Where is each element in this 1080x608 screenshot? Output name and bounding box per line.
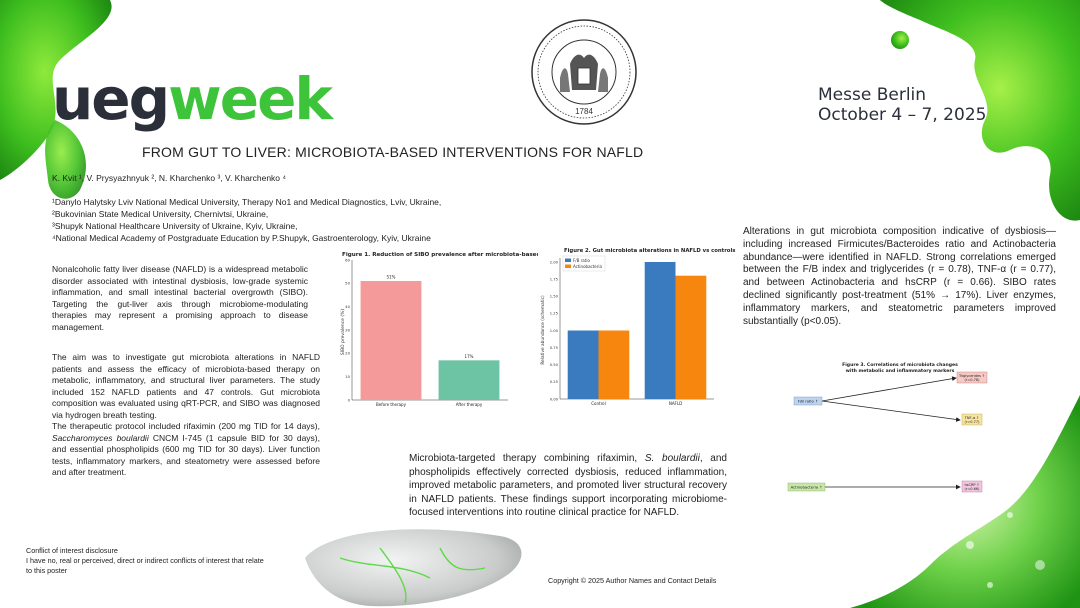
- affiliation-3: ³Shupyk National Healthcare University of Ukraine, Kyiv, Ukraine,: [52, 221, 298, 231]
- figure-1-bar: [361, 281, 422, 400]
- methods-aim-text: The aim was to investigate gut microbiota alterations in NAFLD patients and assess the efficacy of microbiota-based therapy on metabolic, inflammatory, and structural liver parameters. The study included 152 NAFLD patients and 47 controls. Gut microbiota composition was evaluated using qRT-PCR, and SIBO was diagnosed via hydrogen breath testing.: [52, 352, 320, 420]
- figure-1-y-tick-label: 50: [345, 280, 350, 286]
- figure-2-bar: [599, 331, 630, 400]
- figure-2-bars: [568, 262, 707, 406]
- figure-2-y-tick-label: 0.25: [549, 380, 558, 385]
- venue-dates: October 4 – 7, 2025: [818, 104, 987, 125]
- ueg-week-logo: [52, 65, 331, 133]
- node-triglycerides-label: Triglycerides ↑: [958, 374, 986, 378]
- figure-2-y-tick-label: 2.00: [549, 260, 558, 265]
- node-actinobacteria: [788, 483, 825, 491]
- conclusion-paragraph: [409, 452, 727, 520]
- figure-2-y-tick-label: 0.75: [549, 345, 558, 350]
- legend-label-actinobacteria: Actinobacteria: [573, 263, 602, 269]
- figure-1-ylabel: SIBO prevalence (%): [341, 308, 346, 356]
- authors: K. Kvit ¹, V. Prysyazhnyuk ², N. Kharchenko ³, V. Kharchenko ⁴: [52, 173, 287, 183]
- figure-2-y-tick-label: 1.00: [549, 328, 558, 333]
- affiliation-4: ⁴National Medical Academy of Postgraduate Education by P.Shupyk, Gastroenterology, Kyiv, Ukraine: [52, 233, 431, 243]
- arrow-fb-to-triglycerides: [822, 378, 956, 401]
- venue-city: Messe Berlin: [818, 85, 927, 105]
- figure-1-y-tick-label: 40: [345, 304, 350, 310]
- logo-ueg-text: ueg: [52, 65, 169, 133]
- seal-year: 1784: [575, 107, 593, 116]
- coi-text-1: I have no, real or perceived, direct or indirect conflicts of interest that relate: [26, 556, 264, 565]
- figure-1-category-label: Before therapy: [376, 402, 406, 407]
- figure-2-bar: [645, 262, 676, 399]
- figure-1-y-tick-label: 30: [345, 327, 350, 333]
- affiliations: [52, 196, 441, 244]
- node-tnf: [962, 414, 982, 425]
- figure-2-category-label: NAFLD: [668, 401, 683, 406]
- figure-1-value-label: 51%: [386, 274, 396, 280]
- methods-protocol-text: [52, 421, 320, 479]
- methods-protocol-part-1: The therapeutic protocol included rifaximin (200 mg TID for 14 days),: [52, 421, 320, 431]
- methods-protocol-species: Saccharomyces boulardii: [52, 432, 149, 443]
- figure-1-category-label: After therapy: [455, 402, 483, 407]
- node-fb-label: F/B ratio ↑: [797, 398, 819, 404]
- liver-illustration: [300, 518, 530, 608]
- node-triglycerides-r: (r=0.78): [964, 378, 980, 383]
- legend-label-fb: F/B ratio: [573, 257, 590, 263]
- arrow-fb-to-tnf: [822, 401, 960, 420]
- figure-2-ylabel: Relative abundance (schematic): [541, 295, 546, 365]
- figure-1-bars: [361, 275, 500, 408]
- node-tnf-r: (r=0.77): [964, 420, 980, 425]
- figure-2-y-tick-label: 1.25: [549, 311, 558, 316]
- figure-2-bar: [676, 276, 707, 399]
- figure-1-y-tick-label: 0: [347, 397, 350, 403]
- node-actinobacteria-label: Actinobacteria ↑: [790, 484, 823, 490]
- figure-2-y-tick-label: 0.00: [549, 397, 558, 402]
- coi-title: Conflict of interest disclosure: [26, 546, 118, 555]
- node-hscrp-label: hsCRP ↑: [964, 483, 980, 487]
- figure-3-title-line-1: Figure 3. Correlations of microbiota changes: [842, 363, 958, 368]
- figure-2-title: Figure 2. Gut microbiota alterations in NAFLD vs controls: [564, 248, 736, 254]
- figure-1-y-tick-label: 60: [345, 257, 350, 263]
- affiliation-1: ¹Danylo Halytsky Lviv National Medical University, Therapy No1 and Medical Diagnostics, Lviv, Ukraine,: [52, 197, 442, 207]
- university-seal: [530, 18, 638, 126]
- node-tnf-label: TNF-α ↑: [964, 416, 980, 420]
- figure-3-title-line-2: with metabolic and inflammatory markers: [845, 369, 955, 374]
- figure-1-value-label: 17%: [464, 353, 474, 359]
- figure-2-y-tick-label: 1.75: [549, 277, 558, 282]
- methods-paragraph: [52, 352, 320, 479]
- affiliation-2: ²Bukovinian State Medical University, Chernivtsi, Ukraine,: [52, 209, 269, 219]
- figure-2-microbiota-chart: [538, 244, 736, 410]
- node-triglycerides: [957, 372, 987, 383]
- figure-2-y-tick-label: 0.50: [549, 363, 558, 368]
- node-hscrp: [962, 481, 982, 492]
- figure-2-y-tick-label: 1.50: [549, 294, 558, 299]
- figure-1-title: Figure 1. Reduction of SIBO prevalence after microbiota-based ther: [342, 252, 556, 258]
- conflict-of-interest: [26, 546, 264, 576]
- copyright: Copyright © 2025 Author Names and Contact Details: [548, 576, 717, 585]
- methods-protocol-part-2: CNCM I-745 (1 capsule BID for 30 days), and essential phospholipids (600 mg TID for 30 days). Liver function tests, inflammatory markers, and steatometry were assessed before and after treatment.: [52, 432, 320, 477]
- results-paragraph: Alterations in gut microbiota composition indicative of dysbiosis—including increased Firmicutes/Bacteroides ratio and Actinobacteria abundance—were identified in NAFLD. Strong correlations emerged between the F/B index and triglycerides (r = 0.78), TNF-α (r = 0.77), and between Actinobacteria and hsCRP (r = 0.66). SIBO rates declined significantly post-treatment (51% → 17%). Liver enzymes, inflammatory markers, and steatometric parameters improved substantially (p<0.05).: [743, 226, 1056, 327]
- poster-title: FROM GUT TO LIVER: MICROBIOTA-BASED INTERVENTIONS FOR NAFLD: [142, 144, 644, 160]
- conclusion-part-1: Microbiota-targeted therapy combining rifaximin,: [409, 453, 645, 464]
- figure-2-category-label: Control: [591, 401, 606, 406]
- figure-1-y-tick-label: 20: [345, 350, 350, 356]
- conclusion-species: S. boulardii: [644, 453, 700, 464]
- conclusion-part-2: , and phospholipids effectively corrected dysbiosis, reduced inflammation, improved metabolic parameters, and promoted liver structural recovery in NAFLD patients. These findings support incorporating microbiome-focused interventions into routine clinical practice for NAFLD.: [409, 453, 727, 518]
- figure-2-legend: [563, 256, 605, 271]
- legend-swatch-fb: [565, 259, 571, 263]
- figure-1-bar: [439, 360, 500, 400]
- figure-3-correlation-diagram: [780, 350, 1005, 510]
- legend-swatch-actinobacteria: [565, 265, 571, 269]
- figure-1-y-tick-label: 10: [345, 374, 350, 380]
- node-fb-ratio: [794, 397, 822, 405]
- background-paragraph: Nonalcoholic fatty liver disease (NAFLD) is a widespread metabolic disorder associated with intestinal dysbiosis, low-grade systemic inflammation, and small intestinal bacterial overgrowth (SIBO). Targeting the gut-liver axis through microbiome-modulating therapies may represent a promising approach to disease management.: [52, 264, 308, 332]
- coi-text-2: to this poster: [26, 566, 68, 575]
- node-hscrp-r: (r=0.66): [964, 487, 980, 492]
- logo-week-text: week: [168, 65, 331, 133]
- figure-2-bar: [568, 331, 599, 400]
- venue-block: [818, 86, 986, 125]
